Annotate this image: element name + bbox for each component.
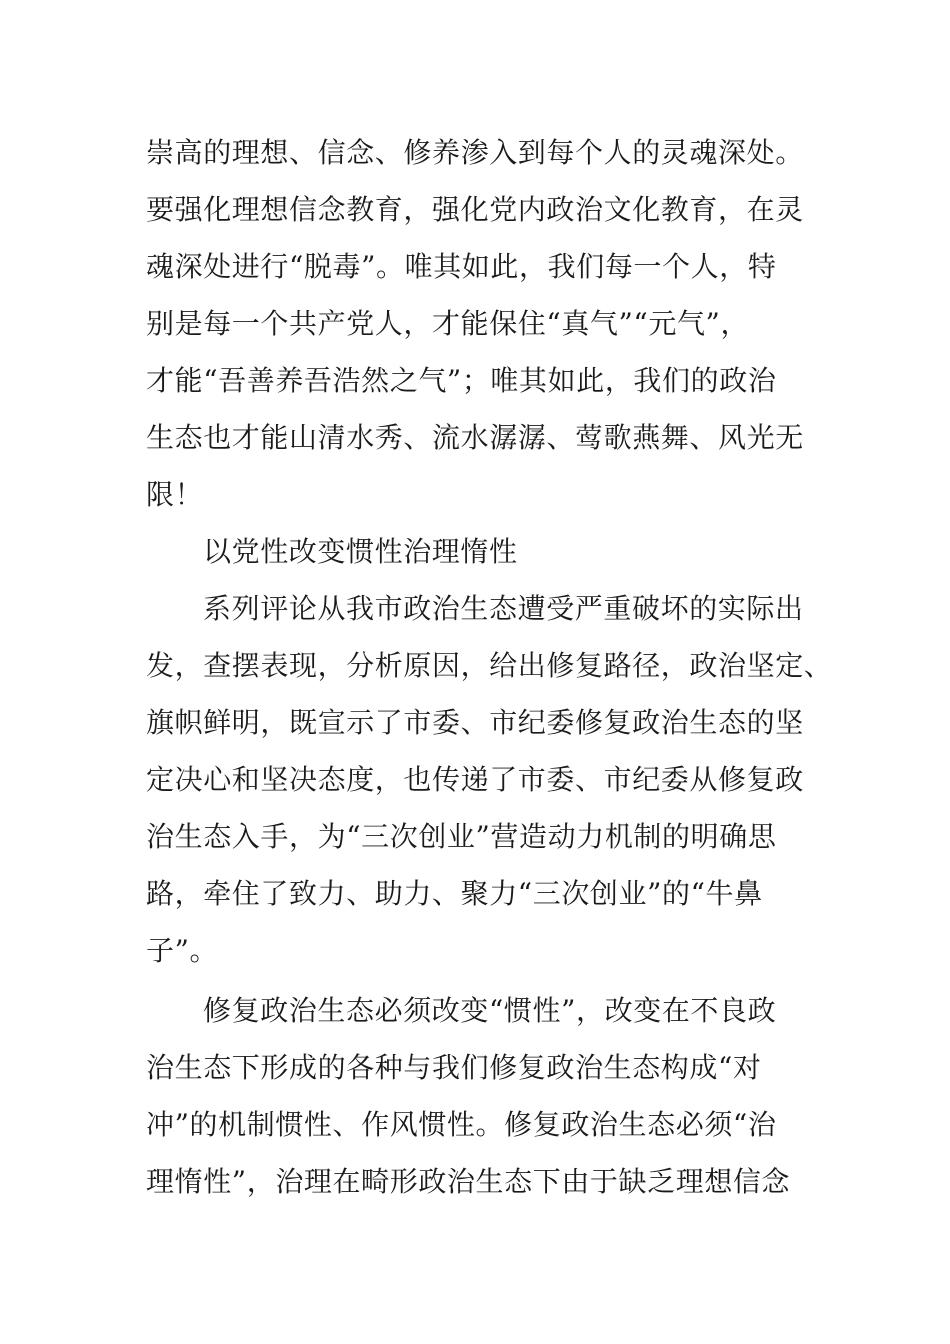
text-line: 定决心和坚决态度，也传递了市委、市纪委从修复政 bbox=[146, 763, 804, 796]
text-line: 旗帜鲜明，既宣示了市委、市纪委修复政治生态的坚 bbox=[146, 706, 804, 739]
text-line: 治生态入手，为“三次创业”营造动力机制的明确思 bbox=[146, 820, 777, 853]
text-line: 发，查摆表现，分析原因，给出修复路径，政治坚定、 bbox=[146, 649, 833, 682]
text-line: 魂深处进行“脱毒”。唯其如此，我们每一个人，特 bbox=[146, 250, 777, 283]
text-line: 路，牵住了致力、助力、聚力“三次创业”的“牛鼻 bbox=[146, 877, 763, 910]
text-line: 子”。 bbox=[146, 934, 219, 967]
text-line: 治生态下形成的各种与我们修复政治生态构成“对 bbox=[146, 1051, 762, 1084]
text-line: 理惰性”，治理在畸形政治生态下由于缺乏理想信念 bbox=[146, 1165, 791, 1198]
text-line: 要强化理想信念教育，强化党内政治文化教育，在灵 bbox=[146, 193, 804, 226]
text-line: 生态也才能山清水秀、流水潺潺、莺歌燕舞、风光无 bbox=[146, 421, 804, 454]
text-line: 冲”的机制惯性、作风惯性。修复政治生态必须“治 bbox=[146, 1108, 777, 1141]
text-line: 限！ bbox=[146, 478, 204, 511]
heading-line: 以党性改变惯性治理惰性 bbox=[203, 535, 518, 568]
text-line: 崇高的理想、信念、修养渗入到每个人的灵魂深处。 bbox=[146, 136, 804, 169]
text-line: 系列评论从我市政治生态遭受严重破坏的实际出 bbox=[203, 592, 804, 625]
text-line: 才能“吾善养吾浩然之气”；唯其如此，我们的政治 bbox=[146, 364, 777, 397]
text-line: 别是每一个共产党人，才能保住“真气”“元气”， bbox=[146, 307, 750, 340]
text-line: 修复政治生态必须改变“惯性”，改变在不良政 bbox=[203, 994, 777, 1027]
